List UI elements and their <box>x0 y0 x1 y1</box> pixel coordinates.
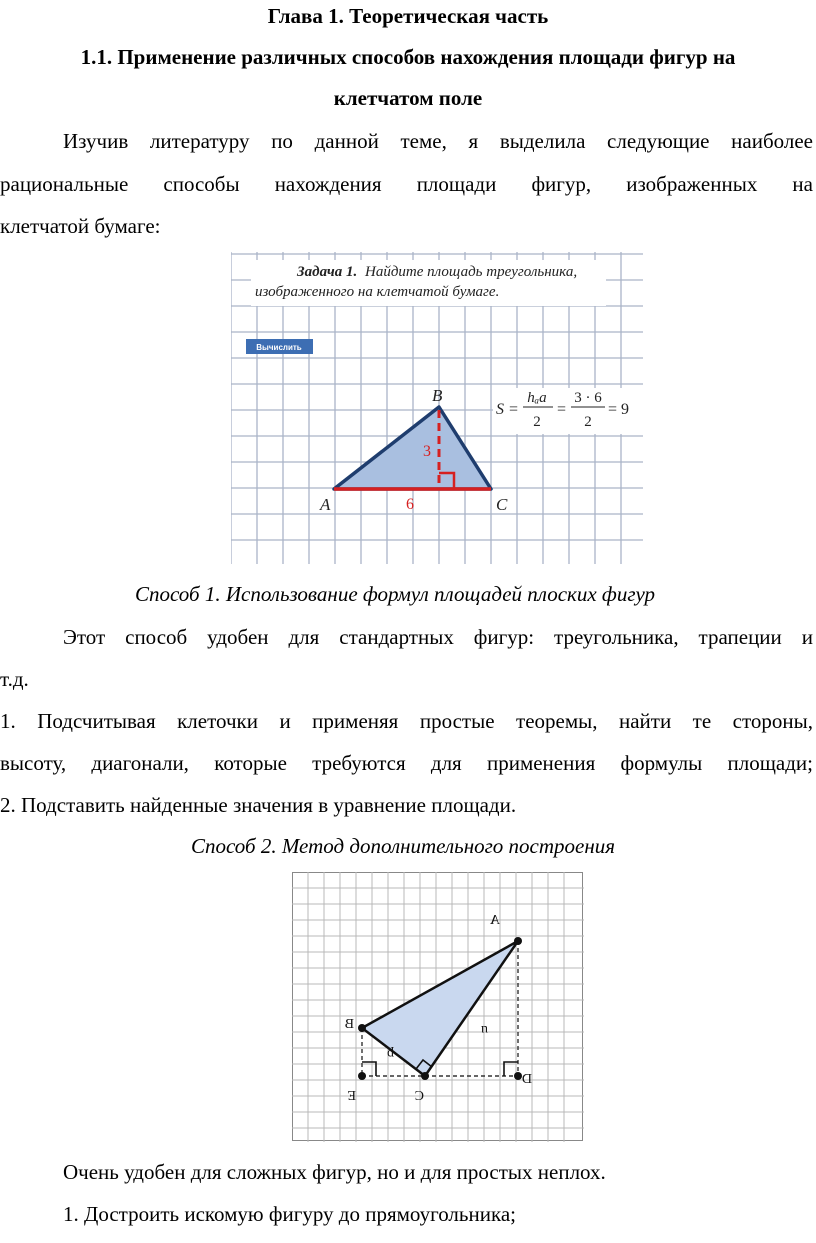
vertex-b-label: B <box>432 386 443 405</box>
formula-result: = 9 <box>608 401 630 418</box>
intro-line1: Изучив литературу по данной теме, я выделила следующие наиболее <box>63 129 813 153</box>
step1-line1: 1. Подсчитывая клеточки и применяя простые теоремы, найти те стороны, <box>0 709 813 733</box>
figure-additional-construction <box>292 872 584 1142</box>
chapter-title: Глава 1. Теоретическая часть <box>267 4 549 28</box>
formula-den2: 2 <box>584 414 592 430</box>
formula-s: S <box>496 401 504 418</box>
formula-eq1: = <box>509 401 519 418</box>
method1-caption: Способ 1. Использование формул площадей плоских фигур <box>135 582 656 606</box>
svg-text:Задача 1. Найдите площадь <box>296 264 577 280</box>
vertex-c-label: C <box>496 495 508 514</box>
vertex-a-label: A <box>320 495 331 514</box>
section-title-line2: клетчатом поле <box>333 86 483 110</box>
label-u: u <box>481 1022 488 1037</box>
intro-line3: клетчатой бумаге: <box>0 214 161 238</box>
step1-line2: высоту, диагонали, которые требуются для применения формулы площади; <box>0 751 813 775</box>
outro-line1: Очень удобен для сложных фигур, но и для простых неплох. <box>63 1160 606 1184</box>
label-e: E <box>347 1087 356 1102</box>
formula-den1: 2 <box>533 414 541 430</box>
task-text-line2: изображенного на клетчатой бумаге. <box>255 284 500 300</box>
intro-line2: рациональные способы нахождения площади фигур, изображенных на <box>0 172 813 196</box>
method1-line2: т.д. <box>0 667 29 691</box>
height-value-label: 3 <box>423 443 431 460</box>
label-b: B <box>344 1017 354 1032</box>
task-text: Найдите площадь треугольника, <box>365 264 578 280</box>
label-p: p <box>387 1046 394 1061</box>
base-value-label: 6 <box>406 496 414 513</box>
formula-num1: hₐa <box>527 390 547 406</box>
label-d: D <box>521 1072 532 1087</box>
formula-eq2: = <box>557 401 567 418</box>
formula-num2: 3 · 6 <box>574 390 602 406</box>
task-label: Задача 1. <box>297 264 358 280</box>
label-a: A <box>489 913 500 928</box>
label-c: C <box>414 1087 424 1102</box>
outro-line2: 1. Достроить искомую фигуру до прямоугольника; <box>63 1202 517 1226</box>
section-title-line1: 1.1. Применение различных способов нахождения площади фигур на <box>80 45 736 69</box>
calculate-button-label: Вычислить <box>256 343 302 352</box>
method1-line1: Этот способ удобен для стандартных фигур: треугольника, трапеции и <box>63 625 813 649</box>
figure-triangle-task <box>231 252 643 564</box>
method2-caption: Способ 2. Метод дополнительного построения <box>191 834 616 858</box>
step2: 2. Подставить найденные значения в уравнение площади. <box>0 793 517 817</box>
